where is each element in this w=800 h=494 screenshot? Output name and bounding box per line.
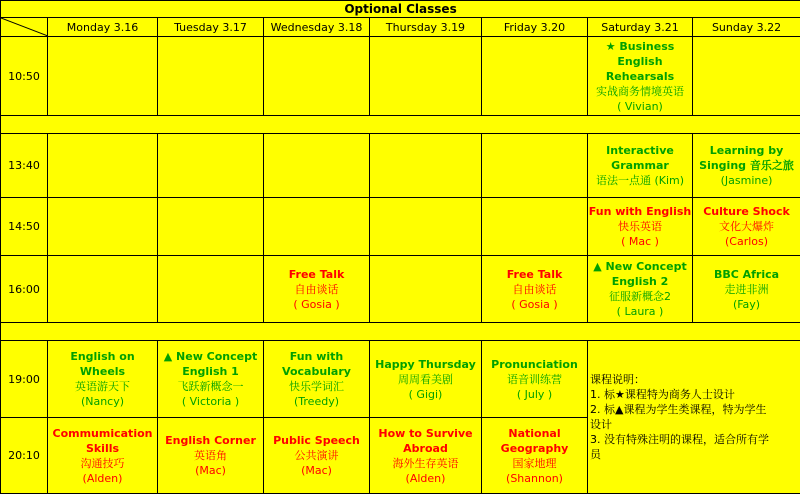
day-header-mon: Monday 3.16 <box>48 18 158 37</box>
class-title-line: English on Wheels <box>48 349 157 379</box>
empty-slot <box>158 256 264 323</box>
empty-slot <box>482 198 588 256</box>
empty-slot <box>48 198 158 256</box>
class-title-line: Singing 音乐之旅 <box>693 158 800 173</box>
empty-slot <box>370 37 482 116</box>
class-chinese-name: 实战商务情境英语 <box>588 84 692 99</box>
empty-slot <box>370 198 482 256</box>
day-header-thu: Thursday 3.19 <box>370 18 482 37</box>
class-title-line: Rehearsals <box>588 69 692 84</box>
class-title-line: Skills <box>48 441 157 456</box>
empty-slot <box>264 134 370 198</box>
class-teacher: ( Laura ) <box>588 304 692 319</box>
class-new-concept-english-1 <box>158 341 264 418</box>
class-title-line: How to Survive <box>370 426 481 441</box>
class-title-line: Public Speech <box>264 433 369 448</box>
class-title-line: Happy Thursday <box>370 357 481 372</box>
class-chinese-name: 沟通技巧 <box>48 456 157 471</box>
day-header-fri: Friday 3.20 <box>482 18 588 37</box>
row-1900 <box>1 341 800 418</box>
class-how-to-survive-abroad <box>370 418 482 494</box>
class-title-line: English 1 <box>158 364 263 379</box>
empty-slot <box>48 37 158 116</box>
separator-cell <box>1 323 800 341</box>
time-label: 16:00 <box>1 256 48 323</box>
class-chinese-name: 周周看美剧 <box>370 372 481 387</box>
class-teacher: ( Gosia ) <box>264 297 369 312</box>
day-header-sun: Sunday 3.22 <box>693 18 800 37</box>
separator-cell <box>1 116 800 134</box>
class-chinese-name: 征服新概念2 <box>588 289 692 304</box>
time-label: 19:00 <box>1 341 48 418</box>
corner-cell <box>1 18 48 37</box>
class-title-line: Free Talk <box>264 267 369 282</box>
class-title-line: ▲ New Concept <box>588 259 692 274</box>
empty-slot <box>264 198 370 256</box>
empty-slot <box>158 198 264 256</box>
class-interactive-grammar <box>588 134 693 198</box>
class-teacher: ( Gigi) <box>370 387 481 402</box>
class-english-on-wheels <box>48 341 158 418</box>
class-public-speech <box>264 418 370 494</box>
separator-row <box>1 323 800 341</box>
empty-slot <box>370 134 482 198</box>
notes-line: 1. 标★课程特为商务人士设计 <box>590 387 798 402</box>
notes-line: 设计 <box>590 417 798 432</box>
class-learning-by-singing <box>693 134 800 198</box>
class-bbc-africa <box>693 256 800 323</box>
class-title-line: ★ Business <box>588 39 692 54</box>
class-business-english-rehearsals <box>588 37 693 116</box>
time-label: 13:40 <box>1 134 48 198</box>
row-1600 <box>1 256 800 323</box>
class-chinese-name: 快乐学词汇 <box>264 379 369 394</box>
class-teacher: ( Vivian) <box>588 99 692 114</box>
class-chinese-name: 快乐英语 <box>588 219 692 234</box>
row-1450 <box>1 198 800 256</box>
empty-slot <box>264 37 370 116</box>
class-happy-thursday <box>370 341 482 418</box>
class-free-talk-fri <box>482 256 588 323</box>
class-title-line: Grammar <box>588 158 692 173</box>
class-title-line: Learning by <box>693 143 800 158</box>
class-title-line: English 2 <box>588 274 692 289</box>
class-teacher: (Treedy) <box>264 394 369 409</box>
class-chinese-name: 英语游天下 <box>48 379 157 394</box>
class-title-line: Interactive <box>588 143 692 158</box>
day-header-sat: Saturday 3.21 <box>588 18 693 37</box>
class-teacher: (Carlos) <box>693 234 800 249</box>
separator-row <box>1 116 800 134</box>
class-culture-shock <box>693 198 800 256</box>
class-title-line: Commumication <box>48 426 157 441</box>
class-fun-with-english <box>588 198 693 256</box>
class-teacher: ( Mac ) <box>588 234 692 249</box>
class-teacher: (Shannon) <box>482 471 587 486</box>
class-title-line: Pronunciation <box>482 357 587 372</box>
class-title-line: Fun with <box>264 349 369 364</box>
class-chinese-name: 公共演讲 <box>264 448 369 463</box>
empty-slot <box>48 256 158 323</box>
notes-line: 3. 没有特殊注明的课程，适合所有学 <box>590 432 798 447</box>
day-header-tue: Tuesday 3.17 <box>158 18 264 37</box>
class-teacher: ( July ) <box>482 387 587 402</box>
class-title-line: Abroad <box>370 441 481 456</box>
notes-line: 员 <box>590 447 798 462</box>
class-teacher: (Alden) <box>48 471 157 486</box>
class-chinese-name: 语法一点通 (Kim) <box>588 173 692 188</box>
empty-slot <box>693 37 800 116</box>
class-chinese-name: 海外生存英语 <box>370 456 481 471</box>
class-title-line: Fun with English <box>588 204 692 219</box>
day-header-row <box>1 18 800 37</box>
class-national-geography <box>482 418 588 494</box>
day-header-wed: Wednesday 3.18 <box>264 18 370 37</box>
class-title-line: Free Talk <box>482 267 587 282</box>
class-chinese-name: 飞跃新概念一 <box>158 379 263 394</box>
class-teacher: (Mac) <box>264 463 369 478</box>
class-chinese-name: 英语角 <box>158 448 263 463</box>
empty-slot <box>158 134 264 198</box>
row-1340 <box>1 134 800 198</box>
page-title: Optional Classes <box>1 1 800 18</box>
empty-slot <box>48 134 158 198</box>
class-free-talk-wed <box>264 256 370 323</box>
class-chinese-name: 国家地理 <box>482 456 587 471</box>
class-title-line: Vocabulary <box>264 364 369 379</box>
class-chinese-name: 自由谈话 <box>482 282 587 297</box>
class-title-line: BBC Africa <box>693 267 800 282</box>
class-teacher: (Fay) <box>693 297 800 312</box>
class-teacher: ( Victoria ) <box>158 394 263 409</box>
class-title-line: English Corner <box>158 433 263 448</box>
class-chinese-name: 走进非洲 <box>693 282 800 297</box>
class-title-line: English <box>588 54 692 69</box>
notes-heading: 课程说明： <box>590 372 798 387</box>
class-chinese-name: 文化大爆炸 <box>693 219 800 234</box>
class-title-line: Geography <box>482 441 587 456</box>
class-new-concept-english-2 <box>588 256 693 323</box>
empty-slot <box>158 37 264 116</box>
class-communication-skills <box>48 418 158 494</box>
class-teacher: (Jasmine) <box>693 173 800 188</box>
class-teacher: (Alden) <box>370 471 481 486</box>
class-pronunciation <box>482 341 588 418</box>
notes-line: 2. 标▲课程为学生类课程，特为学生 <box>590 402 798 417</box>
class-teacher: ( Gosia ) <box>482 297 587 312</box>
course-notes <box>588 341 800 494</box>
empty-slot <box>482 37 588 116</box>
class-english-corner <box>158 418 264 494</box>
class-teacher: (Mac) <box>158 463 263 478</box>
class-title-line: Culture Shock <box>693 204 800 219</box>
class-title-line: National <box>482 426 587 441</box>
time-label: 20:10 <box>1 418 48 494</box>
class-title-line: ▲ New Concept <box>158 349 263 364</box>
row-1050 <box>1 37 800 116</box>
class-teacher: (Nancy) <box>48 394 157 409</box>
class-chinese-name: 语音训练营 <box>482 372 587 387</box>
diagonal-line-icon <box>1 18 48 36</box>
time-label: 14:50 <box>1 198 48 256</box>
empty-slot <box>370 256 482 323</box>
class-chinese-name: 自由谈话 <box>264 282 369 297</box>
class-fun-with-vocabulary <box>264 341 370 418</box>
time-label: 10:50 <box>1 37 48 116</box>
empty-slot <box>482 134 588 198</box>
